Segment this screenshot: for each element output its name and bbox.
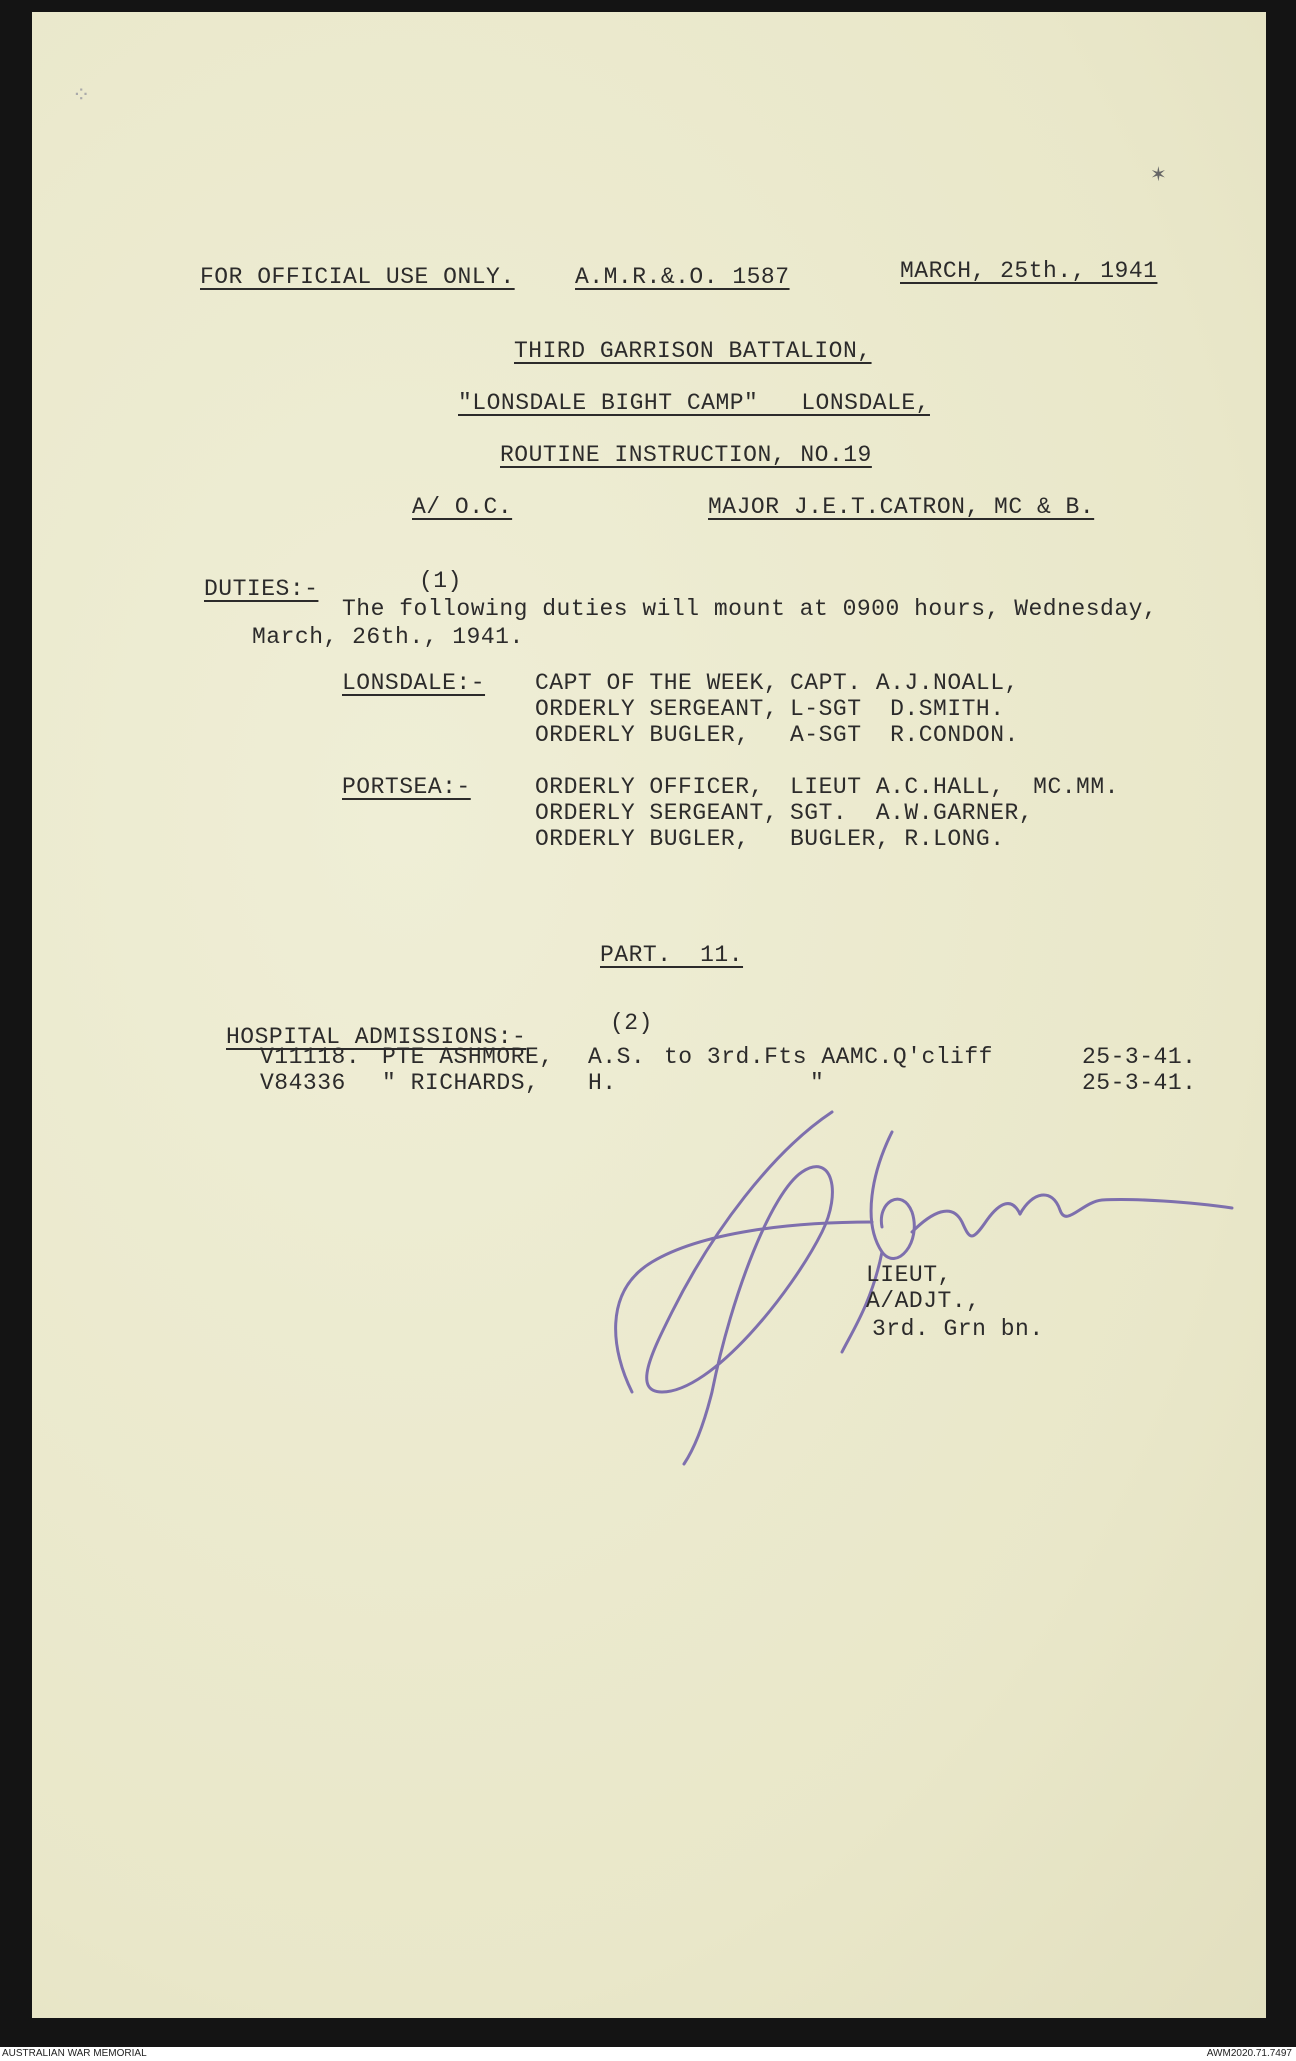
camp-title: "LONSDALE BIGHT CAMP" LONSDALE,	[458, 390, 930, 416]
duty-row-person: SGT. A.W.GARNER,	[790, 800, 1034, 826]
duties-line-1: The following duties will mount at 0900 hours, Wednesday,	[342, 596, 1158, 622]
hospital-number: (2)	[610, 1010, 653, 1036]
document-page	[32, 12, 1266, 2018]
duty-row-duty: ORDERLY BUGLER,	[535, 826, 750, 852]
admission-name: " RICHARDS,	[382, 1070, 540, 1096]
order-reference: A.M.R.&.O. 1587	[575, 264, 790, 290]
instruction-title: ROUTINE INSTRUCTION, NO.19	[500, 442, 872, 468]
duty-row-person: A-SGT R.CONDON.	[790, 722, 1019, 748]
footer-accession: AWM2020.71.7497	[1206, 2048, 1292, 2059]
admission-initials: H.	[588, 1070, 617, 1096]
duty-row-duty: ORDERLY BUGLER,	[535, 722, 750, 748]
duty-row-person: BUGLER, R.LONG.	[790, 826, 1005, 852]
battalion-title: THIRD GARRISON BATTALION,	[514, 338, 872, 364]
duties-line-2: March, 26th., 1941.	[252, 624, 524, 650]
pin-hole-mark: ⁘	[72, 82, 91, 107]
duty-row-duty: ORDERLY OFFICER,	[535, 774, 764, 800]
duty-row-person: L-SGT D.SMITH.	[790, 696, 1005, 722]
admission-date: 25-3-41.	[1082, 1070, 1197, 1096]
commanding-officer: MAJOR J.E.T.CATRON, MC & B.	[708, 494, 1095, 520]
lonsdale-label: LONSDALE:-	[342, 670, 486, 696]
hospital-heading: HOSPITAL ADMISSIONS:-	[226, 1024, 527, 1050]
duty-row-person: CAPT. A.J.NOALL,	[790, 670, 1019, 696]
duty-row-person: LIEUT A.C.HALL, MC.MM.	[790, 774, 1119, 800]
admission-id: V11118.	[260, 1044, 361, 1070]
admission-id: V84336	[260, 1070, 346, 1096]
duty-row-duty: ORDERLY SERGEANT,	[535, 696, 779, 722]
signatory-unit: 3rd. Grn bn.	[872, 1316, 1044, 1342]
signatory-role: A/ADJT.,	[866, 1288, 981, 1314]
document-date: MARCH, 25th., 1941	[900, 258, 1158, 284]
signatory-rank: LIEUT,	[866, 1262, 952, 1288]
duties-number: (1)	[419, 568, 462, 594]
staple-mark: ✶	[1150, 164, 1167, 186]
admission-date: 25-3-41.	[1082, 1044, 1197, 1070]
official-use-label: FOR OFFICIAL USE ONLY.	[200, 264, 515, 290]
duty-row-duty: ORDERLY SERGEANT,	[535, 800, 779, 826]
footer-institution: AUSTRALIAN WAR MEMORIAL	[2, 2048, 147, 2059]
admission-initials: A.S.	[588, 1044, 646, 1070]
command-role: A/ O.C.	[412, 494, 513, 520]
admission-destination: to 3rd.Fts AAMC.Q'cliff	[664, 1044, 993, 1070]
footer-bar	[0, 2047, 1296, 2061]
part-heading: PART. 11.	[600, 942, 744, 968]
portsea-label: PORTSEA:-	[342, 774, 471, 800]
admission-name: PTE ASHMORE,	[382, 1044, 554, 1070]
duties-heading: DUTIES:-	[204, 576, 319, 602]
admission-destination: "	[810, 1070, 825, 1096]
duty-row-duty: CAPT OF THE WEEK,	[535, 670, 779, 696]
